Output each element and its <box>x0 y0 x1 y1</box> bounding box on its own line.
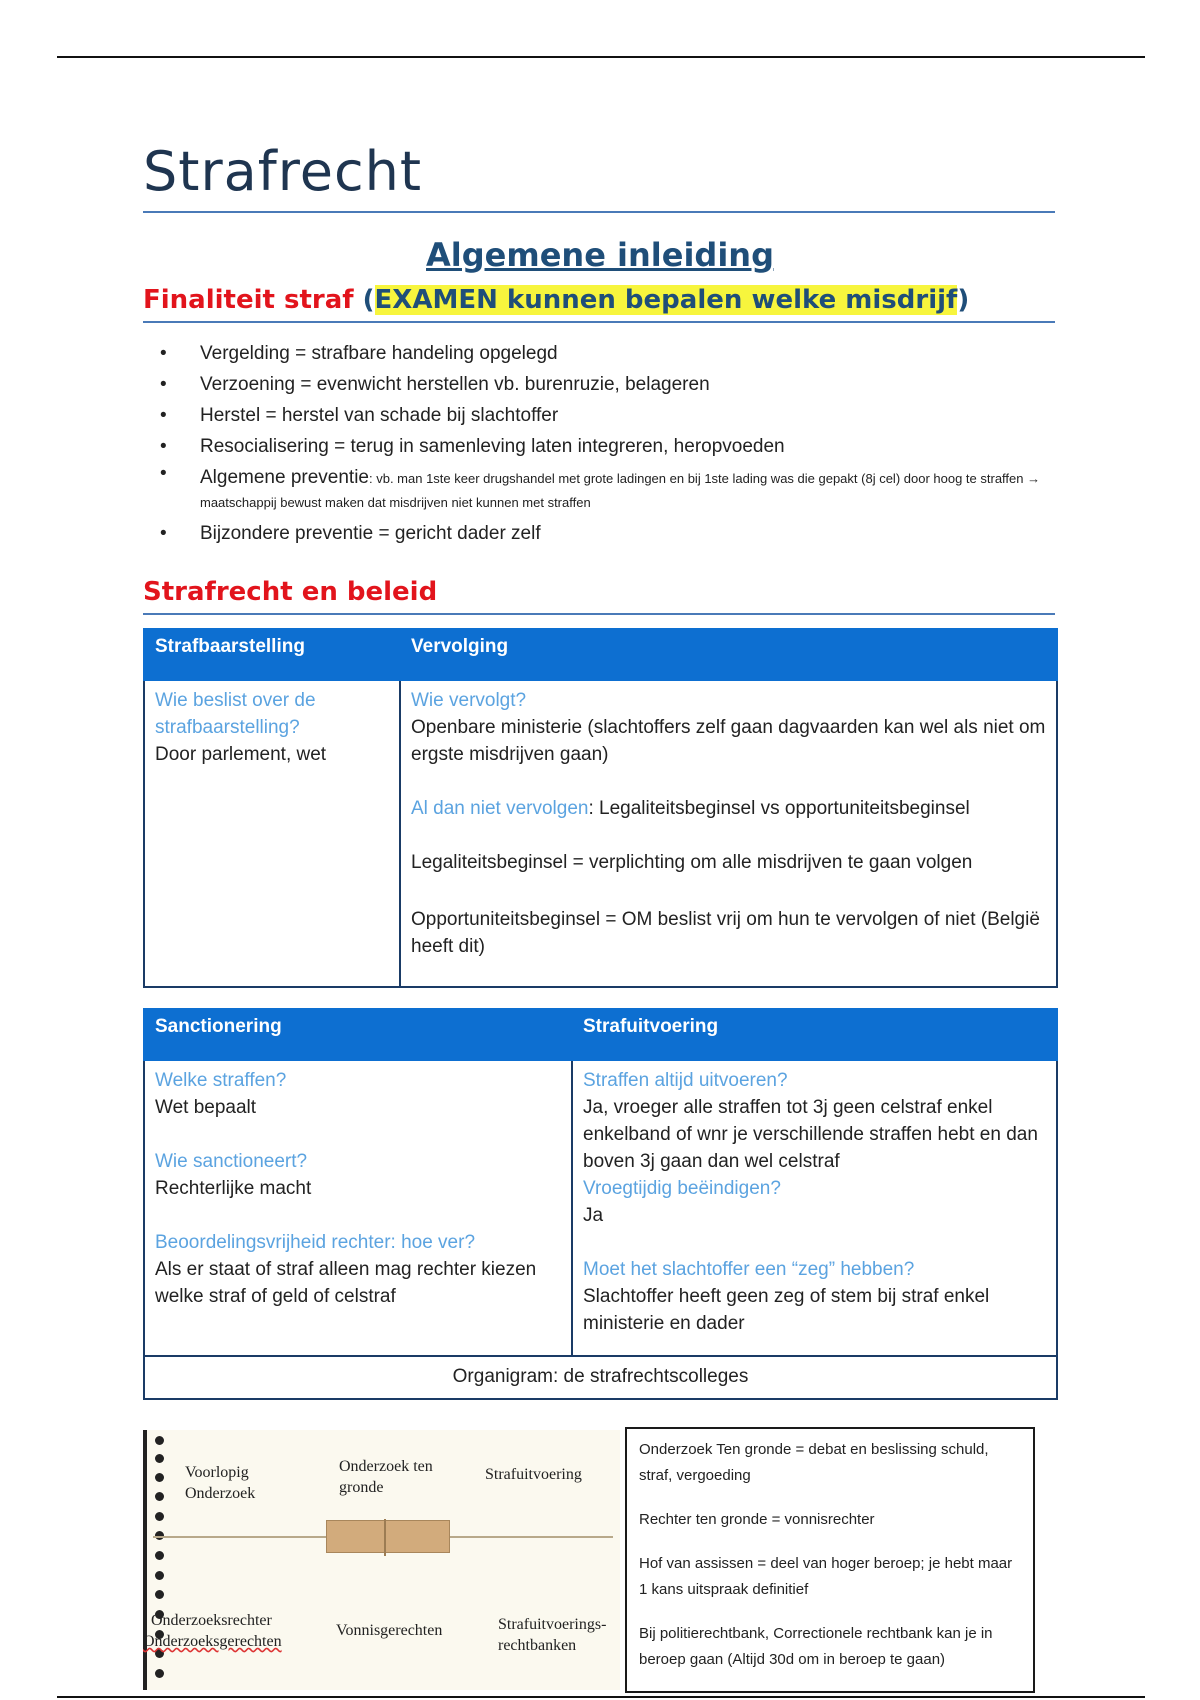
note: Rechter ten gronde = vonnisrechter <box>639 1511 875 1528</box>
answer: Rechterlijke macht <box>155 1178 312 1199</box>
spacer <box>155 1121 561 1148</box>
label-onderzoeksgerechten: Onderzoeksgerechten <box>143 1633 282 1650</box>
beleid-underline <box>143 613 1055 615</box>
question: Wie beslist over de strafbaarstelling? <box>155 690 316 738</box>
paragraph: Opportuniteitsbeginsel = OM beslist vrij om hun te vervolgen of niet (België heeft dit) <box>411 909 1040 957</box>
table-header-row <box>144 629 1057 680</box>
preventie-detail: : vb. man 1ste keer drugshandel met grote ladingen en bij 1ste lading was die gepakt (8j cel) door hoog te straffen → maatschappij bewust maken dat misdrijven niet kunnen met straffen <box>200 471 1041 510</box>
document-title: Strafrecht <box>143 140 423 203</box>
title-underline <box>143 211 1055 213</box>
question: Wie sanctioneert? <box>155 1151 308 1172</box>
paren-open: ( <box>362 285 375 315</box>
answer: Ja, vroeger alle straffen tot 3j geen celstraf enkel enkelband of wnr je verschillende straffen hebt en dan boven 3j gaan dan wel celstraf <box>583 1097 1038 1172</box>
header-vervolging: Vervolging <box>400 629 1057 680</box>
answer: Ja <box>583 1205 604 1226</box>
list-item: • Resocialisering = terug in samenleving laten integreren, heropvoeden <box>143 431 1063 462</box>
question: Al dan niet vervolgen <box>411 798 589 819</box>
finaliteit-heading <box>143 285 969 315</box>
answer: Slachtoffer heeft geen zeg of stem bij straf enkel ministerie en dader <box>583 1286 990 1334</box>
question: Moet het slachtoffer een “zeg” hebben? <box>583 1259 915 1280</box>
footer-rule <box>57 1696 1145 1698</box>
notes-box <box>625 1427 1035 1693</box>
header-sanctionering: Sanctionering <box>144 1009 572 1060</box>
question: Vroegtijdig beëindigen? <box>583 1178 781 1199</box>
answer: Wet bepaalt <box>155 1097 257 1118</box>
table-sanctionering-strafuitvoering <box>143 1008 1058 1400</box>
label-strafuitvoeringsrechtbanken: Strafuitvoerings-rechtbanken <box>498 1616 607 1654</box>
paren-close: ) <box>957 285 970 315</box>
table-header-row <box>144 1009 1057 1060</box>
timeline-box <box>326 1520 450 1553</box>
list-item: • Verzoening = evenwicht herstellen vb. burenruzie, belageren <box>143 369 1063 400</box>
spacer <box>583 1229 1046 1256</box>
organigram-diagram <box>143 1430 620 1690</box>
organigram-caption: Organigram: de strafrechtscolleges <box>144 1356 1057 1399</box>
finaliteit-underline <box>143 321 1055 323</box>
finaliteit-heading-text: Finaliteit straf <box>143 285 354 315</box>
table-row <box>144 1060 1057 1356</box>
answer: : Legaliteitsbeginsel vs opportuniteitsbeginsel <box>588 798 970 819</box>
note: Hof van assissen = deel van hoger beroep; je hebt maar 1 kans uitspraak definitief <box>639 1555 1013 1598</box>
label-voorlopig-onderzoek: Voorlopig Onderzoek <box>185 1464 256 1502</box>
caption-row <box>144 1356 1057 1399</box>
list-item: • Herstel = herstel van schade bij slachtoffer <box>143 400 1063 431</box>
answer: Door parlement, wet <box>155 744 327 765</box>
label-onderzoeksrechter: Onderzoeksrechter <box>151 1612 272 1629</box>
header-rule <box>57 56 1145 58</box>
note: Bij politierechtbank, Correctionele rechtbank kan je in beroep gaan (Altijd 30d om in beroep te gaan) <box>639 1625 993 1668</box>
note: Onderzoek Ten gronde = debat en beslissing schuld, straf, vergoeding <box>639 1441 989 1484</box>
list-item: • Vergelding = strafbare handeling opgelegd <box>143 338 1063 369</box>
binding-dot <box>155 1669 164 1678</box>
table-strafbaarstelling-vervolging <box>143 628 1058 988</box>
spacer <box>411 822 1046 849</box>
list-item: • Bijzondere preventie = gericht dader zelf <box>143 518 1063 549</box>
header-strafuitvoering: Strafuitvoering <box>572 1009 1057 1060</box>
paragraph: Legaliteitsbeginsel = verplichting om alle misdrijven te gaan volgen <box>411 852 973 873</box>
question: Straffen altijd uitvoeren? <box>583 1070 788 1091</box>
question: Wie vervolgt? <box>411 690 527 711</box>
timeline-box-divider <box>384 1519 386 1556</box>
finaliteit-list <box>143 338 1063 549</box>
binding-dot <box>155 1492 164 1501</box>
question: Beoordelingsvrijheid rechter: hoe ver? <box>155 1232 476 1253</box>
preventie-label: Algemene preventie <box>200 467 369 488</box>
section-title: Algemene inleiding <box>426 236 774 274</box>
binding-dot <box>155 1454 164 1463</box>
binding-dot <box>155 1571 164 1580</box>
label-onderzoek-ten-gronde: Onderzoek ten gronde <box>339 1458 433 1496</box>
spacer <box>411 768 1046 795</box>
answer: Openbare ministerie (slachtoffers zelf gaan dagvaarden kan wel als niet om ergste misdrijven gaan) <box>411 717 1046 765</box>
binding-dot <box>155 1436 164 1445</box>
beleid-heading: Strafrecht en beleid <box>143 577 438 607</box>
label-vonnisgerechten: Vonnisgerechten <box>336 1622 443 1639</box>
answer: Als er staat of straf alleen mag rechter kiezen welke straf of geld of celstraf <box>155 1259 537 1307</box>
cell-strafuitvoering <box>572 1060 1057 1356</box>
table-row <box>144 680 1057 987</box>
paragraph <box>411 795 1046 822</box>
spacer <box>411 876 1046 906</box>
binding-dot <box>155 1551 164 1560</box>
binding-dot <box>155 1473 164 1482</box>
question: Welke straffen? <box>155 1070 287 1091</box>
cell-sanctionering <box>144 1060 572 1356</box>
cell-strafbaarstelling <box>144 680 400 987</box>
list-item <box>143 462 1063 518</box>
binding-dot <box>155 1512 164 1521</box>
header-strafbaarstelling: Strafbaarstelling <box>144 629 400 680</box>
exam-highlight: EXAMEN kunnen bepalen welke misdrijf <box>374 285 958 315</box>
cell-vervolging <box>400 680 1057 987</box>
label-strafuitvoering: Strafuitvoering <box>485 1466 582 1483</box>
spacer <box>155 1202 561 1229</box>
binding-dot <box>155 1590 164 1599</box>
